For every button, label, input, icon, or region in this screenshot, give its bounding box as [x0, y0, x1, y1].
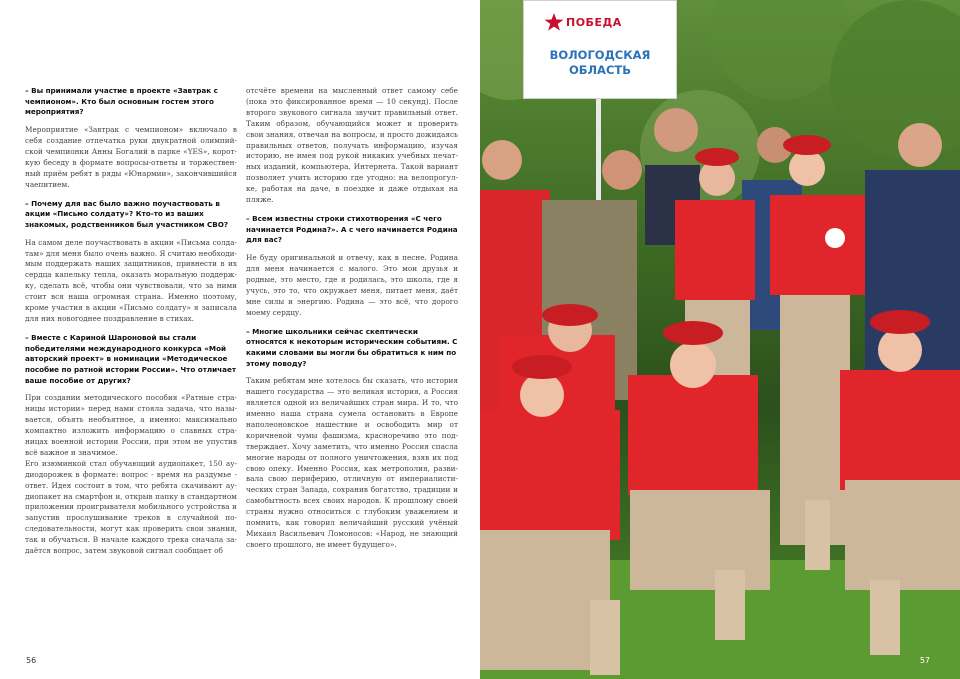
answer-paragraph: Не буду оригинальной и отвечу, как в песне. Родина для меня начинается с малого. Это мои друзья и родные, это место, где я родилась, это школа, где я учусь, это то, что окружает меня, питает меня, даёт мне силы и энергию. Родина — это всё, что дорого моему сердцу. [246, 253, 458, 317]
banner-region [524, 48, 676, 78]
answer-paragraph: Его изюминкой стал обучающий аудиопакет, 150 аудиодорожек в формате: вопрос - время на раздумье - ответ. Идея состоит в том, что ребята скачивают аудиопакет на смартфон и, открыв папку в стандартном приложении проигрывателя мобильного устройства и запустив прослушивание треков в случайной последовательности, могут как проверить свои знания, так и обучаться. В начале каждого трека сначала задаётся вопрос, затем звуковой сигнал сообщает об [25, 458, 237, 556]
banner-region-line2: ОБЛАСТЬ [568, 63, 632, 77]
answer-paragraph: отсчёте времени на мысленный ответ самому себе (пока это фиксированное время — 10 секунд). После второго звукового сигнала звучит правильный ответ. Таким образом, обучающийся может и проверить свои знания, отвечая на вопросы, и просто дожидаясь правильных ответов, получать информацию, изучая историю, не имея под рукой никаких учебных печатных изданий, компьютера, Интернета. Такой вариант позволяет учить историю где угодно: на велопрогулке, работая на даче, в поездке и даже отдыхая на пляже. [246, 86, 458, 205]
text-column-1 [25, 86, 237, 565]
answer-paragraph: При создании методического пособия «Ратные страницы истории» перед нами стояла задача, что называется, объять необъятное, а именно: максимально компактно изложить информацию о славных страницах военной истории России, при этом не упустив всё важное и значимое. [25, 393, 237, 457]
answer-paragraph: На самом деле поучаствовать в акции «Письма солдатам» для меня было очень важно. Я считаю необходимым поддержать наших защитников, привнести в их сердца капельку тепла, оказать моральную поддержку, сделать всё, чтобы они чувствовали, что за ними стоит вся наша огромная страна. Именно поэтому, кроме участия в акции «Письмо солдату» я записала для них новогоднее поздравление в стихах. [25, 237, 237, 323]
question: – Вместе с Кариной Шароновой вы стали победителями международного конкурса «Мой авторский проект» в номинации «Методическое пособие по ратной истории России». Что отличает ваше пособие от других? [25, 332, 236, 385]
group-photo-icon [480, 0, 960, 679]
region-banner [523, 0, 677, 99]
page-number-right: 57 [919, 656, 930, 665]
question: – Почему для вас было важно поучаствовать в акции «Письмо солдату»? Кто-то из ваших знакомых, родственников был участником СВО? [25, 198, 229, 229]
page-number-left: 56 [26, 656, 37, 665]
question: – Вы принимали участие в проекте «Завтрак с чемпионом». Кто был основным гостем этого мероприятия? [25, 86, 218, 117]
star-logo-icon [544, 13, 564, 31]
text-column-2 [246, 86, 458, 559]
right-page [480, 0, 960, 679]
banner-brand: ПОБЕДА [566, 16, 622, 29]
question: – Многие школьники сейчас скептически относятся к некоторым историческим событиям. С какими словами вы могли бы обратиться к ним по этому поводу? [246, 326, 458, 368]
question: – Всем известны строки стихотворения «С чего начинается Родина?». А с чего начинается Родина для вас? [246, 213, 458, 245]
banner-region-line1: ВОЛОГОДСКАЯ [549, 48, 651, 62]
answer-paragraph: Мероприятие «Завтрак с чемпионом» включало в себя создание отпечатка руки двукратной олимпийской чемпионки Анны Богалий в парке «YES», короткую беседу в формате вопросы-ответы и торжественный приём ребят в ряды «Юнармии», закончившийся чаепитием. [25, 125, 237, 189]
answer-paragraph: Таким ребятам мне хотелось бы сказать, что история нашего государства — это великая история, а Россия является одной из величайших стран мира. И то, что именно наша страна сумела остановить в Европе наполеоновское нашествие и освободить мир от коричневой чумы фашизма, красноречиво это подтверждает. Хочу заметить, что именно Россия спасла многие народы от полного уничтожения, взяв их под свою опеку. Именно Россия, как метрополия, развивала свою периферию, отличную от империалистических стран Запада, сохранив богатство, традиции и самобытность всех своих народов. К прошлому своей страны нужно относиться с глубоким уважением и помнить, как говорил величайший русский учёный Михаил Васильевич Ломоносов: «Народ, не знающий своего прошлого, не имеет будущего». [246, 376, 458, 549]
